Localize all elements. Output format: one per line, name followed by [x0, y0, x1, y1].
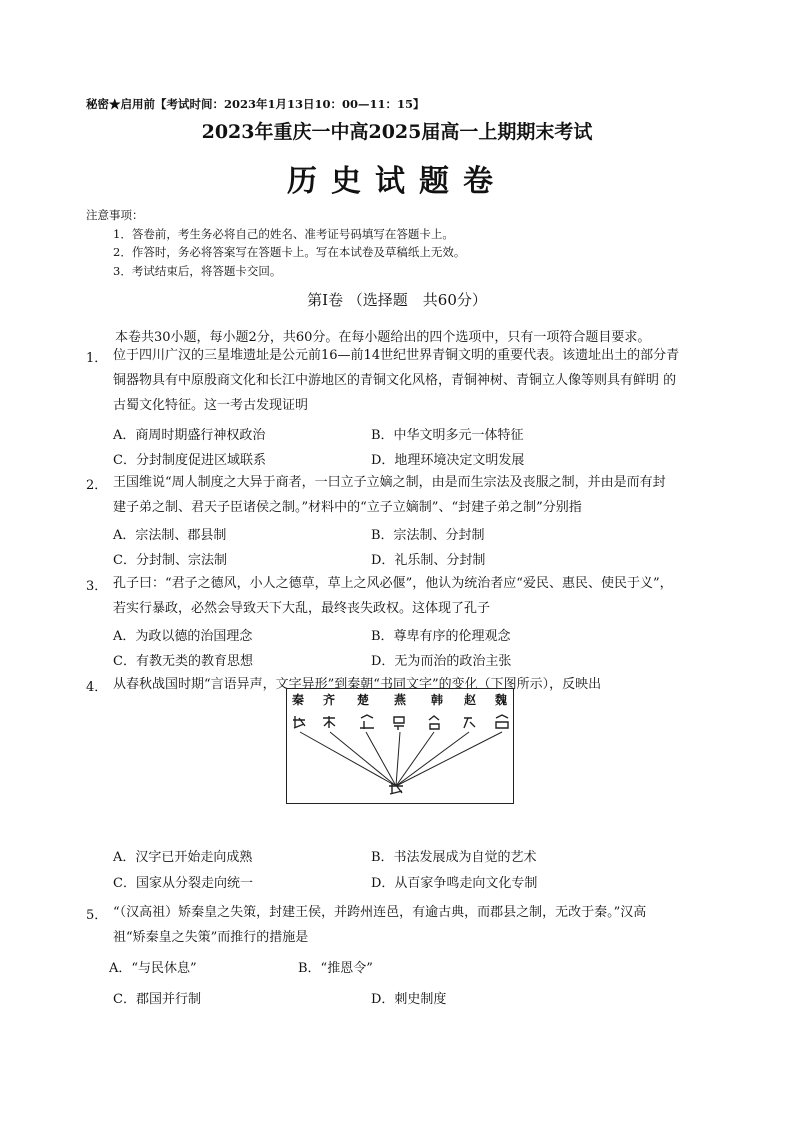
notice-item: 3．考试结束后，将答题卡交回。: [113, 264, 282, 278]
option-b[interactable]: B．“推恩令”: [298, 961, 373, 976]
option-b[interactable]: B．书法发展成为自觉的艺术: [371, 850, 537, 865]
question-line: 若实行暴政，必然会导致天下大乱，最终丧失政权。这体现了孔子: [113, 601, 491, 616]
option-a[interactable]: A．汉字已开始走向成熟: [113, 850, 253, 865]
state-name-chu: 楚: [357, 693, 370, 707]
glyph-qi: [323, 716, 335, 728]
state-name-yan: 燕: [394, 693, 407, 707]
question-line: 位于四川广汉的三星堆遗址是公元前16—前14世纪世界青铜文明的重要代表。该遗址出土的部分青: [113, 348, 680, 363]
option-d[interactable]: D．无为而治的政治主张: [371, 654, 512, 669]
option-b[interactable]: B．中华文明多元一体特征: [371, 428, 524, 443]
option-a[interactable]: A．“与民休息”: [109, 961, 197, 976]
question-line: “（汉高祖）矫秦皇之失策，封建王侯，并跨州连邑，有逾古典，而郡县之制，无改于秦。”汉高: [113, 905, 647, 920]
question-line: 从春秋战国时期“言语异声，文字异形”到秦朝“书同文字”的变化（下图所示），反映出: [113, 677, 602, 692]
glyph-yan: [394, 717, 404, 730]
option-a[interactable]: A．商周时期盛行神权政治: [113, 428, 266, 443]
question-line: 建子弟之制、君天子臣诸侯之制。”材料中的“立子立嫡制”、“封建子弟之制”分别指: [113, 500, 582, 515]
option-a[interactable]: A．宗法制、郡县制: [113, 528, 227, 543]
question-text: [113, 900, 646, 950]
notice-heading: 注意事项：: [86, 208, 144, 222]
glyph-wei: [496, 715, 508, 728]
section-title: 第Ⅰ卷 （选择题 共60分）: [307, 291, 487, 309]
question-line: 古蜀文化特征。这一考古发现证明: [113, 398, 309, 413]
option-c[interactable]: C．分封制度促进区域联系: [113, 453, 266, 468]
question-number: 4．: [86, 680, 108, 695]
option-c[interactable]: C．郡国并行制: [113, 992, 201, 1007]
question-text: [113, 571, 673, 621]
question-number: 1．: [86, 351, 108, 366]
notice-item: 1．答卷前，考生务必将自己的姓名、准考证号码填写在答题卡上。: [113, 227, 454, 241]
question-line: 王国维说“周人制度之大异于商者，一曰立子立嫡之制，由是而生宗法及丧服之制，并由是而有封: [113, 475, 666, 490]
glyph-han: [429, 716, 439, 729]
glyph-zhao: [464, 718, 475, 728]
question-number: 2．: [86, 478, 108, 493]
confidential-line: 秘密★启用前【考试时间：2023年1月13日10：00—11：15】: [86, 97, 425, 111]
state-name-wei: 魏: [495, 693, 508, 707]
question-number: 5．: [86, 908, 108, 923]
question-number: 3．: [86, 579, 108, 594]
state-name-zhao: 赵: [464, 693, 477, 707]
option-d[interactable]: D．刺史制度: [371, 992, 447, 1007]
question-line: 铜器物具有中原殷商文化和长江中游地区的青铜文化风格，青铜神树、青铜立人像等则具有鲜明 的: [113, 373, 677, 388]
option-c[interactable]: C．分封制、宗法制: [113, 553, 227, 568]
question-line: 孔子曰：“君子之德风，小人之德草，草上之风必偃”，他认为统治者应“爱民、惠民、使民于义”，: [113, 576, 673, 591]
option-c[interactable]: C．有教无类的教育思想: [113, 654, 253, 669]
state-name-qin: 秦: [292, 693, 305, 707]
option-c[interactable]: C．国家从分裂走向统一: [113, 876, 253, 891]
option-d[interactable]: D．地理环境决定文明发展: [371, 453, 525, 468]
question-text: [113, 470, 666, 520]
ancient-script-glyphs: [293, 715, 508, 730]
question-line: 祖“矫秦皇之失策”而推行的措施是: [113, 930, 309, 945]
option-d[interactable]: D．礼乐制、分封制: [371, 553, 486, 568]
state-name-qi: 齐: [323, 693, 336, 707]
glyph-chu: [360, 715, 374, 729]
option-d[interactable]: D．从百家争鸣走向文化专制: [371, 876, 538, 891]
exam-title: 2023年重庆一中高2025届高一上期期末考试: [201, 121, 593, 143]
question-text: [113, 343, 679, 418]
section-intro: 本卷共30小题，每小题2分，共60分。在每小题给出的四个选项中，只有一项符合题目要求。: [115, 330, 651, 345]
glyph-qin: [293, 716, 305, 728]
convergence-lines: [300, 732, 502, 786]
option-a[interactable]: A．为政以德的治国理念: [113, 629, 253, 644]
script-convergence-diagram: [286, 688, 514, 804]
state-name-han: 韩: [431, 693, 444, 707]
notice-item: 2．作答时，务必将答案写在答题卡上。写在本试卷及草稿纸上无效。: [113, 245, 466, 259]
option-b[interactable]: B．尊卑有序的伦理观念: [371, 629, 511, 644]
paper-title: 历史试题卷: [287, 164, 507, 199]
option-b[interactable]: B．宗法制、分封制: [371, 528, 485, 543]
